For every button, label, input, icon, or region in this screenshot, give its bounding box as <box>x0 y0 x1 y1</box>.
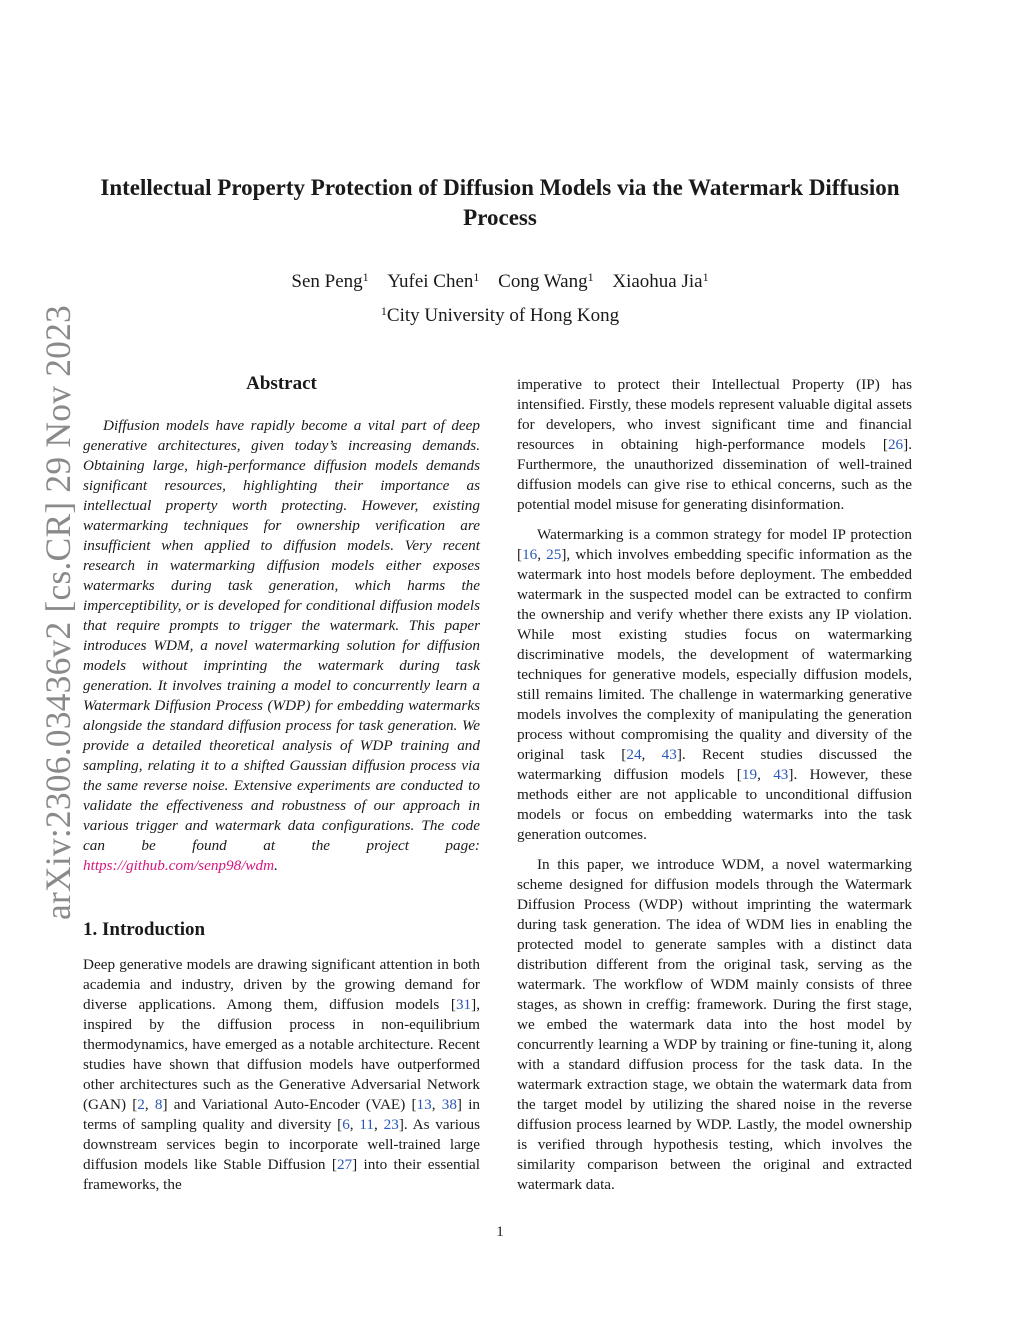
citation-link[interactable]: 24 <box>626 746 642 763</box>
author: Xiaohua Jia$^1$ <box>612 270 709 292</box>
paper-title: Intellectual Property Protection of Diffusion Models via the Watermark Diffusion Process <box>100 175 900 230</box>
citation-link[interactable]: 6 <box>342 1116 350 1133</box>
citation-link[interactable]: 8 <box>154 1096 163 1113</box>
author: Cong Wang$^1$ <box>498 270 594 292</box>
section-heading-introduction: 1. Introduction <box>83 919 206 940</box>
intro-paragraph-2: Watermarking is a common strategy for model IP protection [16, 25], which involves embedding specific information as the watermark into host models before deployment. The embedded watermark in the suspected model can be extracted to confirm the ownership and verify whether there exists any IP violation. While most existing studies focus on watermarking discriminative models, the development of watermarking techniques for generative models, especially diffusion models, still remains limited. The challenge in watermarking generative models involves the complexity of manipulating the generation process without compromising the quality and diversity of the original task [24, 43]. Recent studies discussed the watermarking diffusion models [19, 43]. However, these methods either are not applicable to unconditional diffusion models or focus on embedding watermarks into the task generation outcomes. <box>517 526 912 843</box>
citation-link[interactable]: 16 <box>522 546 538 563</box>
citation-link[interactable]: 2 <box>137 1096 145 1113</box>
abstract-body: Diffusion models have rapidly become a vital part of deep generative architectures, given today’s increasing demands. Obtaining large, high-performance diffusion models demands significant resources, highlighting their importance as intellectual property worth protecting. However, existing watermarking techniques for ownership verification are insufficient when applied to diffusion models. Very recent research in watermarking diffusion models either exposes watermarks during task generation, which harms the imperceptibility, or is developed for conditional diffusion models that require prompts to trigger the watermark. This paper introduces WDM, a novel watermarking solution for diffusion models without imprinting the watermark during task generation. It involves training a model to concurrently learn a Watermark Diffusion Process (WDP) for embedding watermarks alongside the standard diffusion process for task generation. We provide a detailed theoretical analysis of WDP training and sampling, relating it to a shifted Gaussian diffusion process via the same reverse noise. Extensive experiments are conducted to validate the effectiveness and robustness of our approach in various trigger and watermark data configurations. The code can be found at the project page: https://github.com/senp98/wdm. <box>83 417 480 874</box>
citation-link[interactable]: 25 <box>546 546 562 563</box>
intro-paragraph-1-continued: imperative to protect their Intellectual Property (IP) has intensified. Firstly, these models represent valuable digital assets for developers, who invest significant time and financial resources in obtaining high-performance models [26]. Furthermore, the unauthorized dissemination of well-trained diffusion models can give rise to ethical concerns, such as the potential model misuse for generating disinformation. <box>517 376 912 513</box>
abstract-heading: Abstract <box>246 373 317 394</box>
citation-link[interactable]: 11 <box>359 1116 375 1133</box>
author: Yufei Chen$^1$ <box>387 270 480 292</box>
citation-link[interactable]: 26 <box>887 436 904 453</box>
citation-link[interactable]: 43 <box>773 766 789 783</box>
author: Sen Peng$^1$ <box>291 270 369 292</box>
right-column <box>517 375 912 1195</box>
citation-link[interactable]: 13 <box>416 1096 432 1113</box>
citation-link[interactable]: 27 <box>336 1156 353 1173</box>
citation-link[interactable]: 31 <box>455 996 472 1013</box>
citation-link[interactable]: 38 <box>441 1096 457 1113</box>
citation-link[interactable]: 43 <box>661 746 677 763</box>
project-page-link[interactable]: https://github.com/senp98/wdm <box>83 857 275 874</box>
affiliation: $^1$City University of Hong Kong <box>380 304 620 326</box>
author-list <box>100 269 900 295</box>
citation-link[interactable]: 23 <box>383 1116 399 1133</box>
page-number: 1 <box>496 1224 504 1240</box>
intro-paragraph-3: In this paper, we introduce WDM, a novel watermarking scheme designed for diffusion models through the Watermark Diffusion Process (WDP) without imprinting the watermark during task generation. The idea of WDM lies in enabling the protected model to generate samples with a distinct data distribution different from the original task, serving as the watermark. The workflow of WDM mainly consists of three stages, as shown in creffig: framework. During the first stage, we embed the watermark data into the host model by concurrently learning a WDP by training or fine-tuning it, along with a standard diffusion process for the task data. In the watermark extraction stage, we obtain the watermark data from the target model by utilizing the shared noise in the reverse diffusion process learned by WDP. Lastly, the model ownership is verified through hypothesis testing, which involves the similarity comparison between the original and extracted watermark data. <box>517 856 912 1193</box>
arxiv-identifier: arXiv:2306.03436v2 [cs.CR] 29 Nov 2023 <box>38 305 78 920</box>
intro-paragraph-1: Deep generative models are drawing significant attention in both academia and industry, driven by the growing demand for diverse applications. Among them, diffusion models [31], inspired by the diffusion process in non-equilibrium thermodynamics, have emerged as a notable architecture. Recent studies have shown that diffusion models have outperformed other architectures such as the Generative Adversarial Network (GAN) [2, 8] and Variational Auto-Encoder (VAE) [13, 38] in terms of sampling quality and diversity [6, 11, 23]. As various downstream services begin to incorporate well-trained large diffusion models like Stable Diffusion [27] into their essential frameworks, the <box>83 956 481 1193</box>
citation-link[interactable]: 19 <box>741 766 758 783</box>
